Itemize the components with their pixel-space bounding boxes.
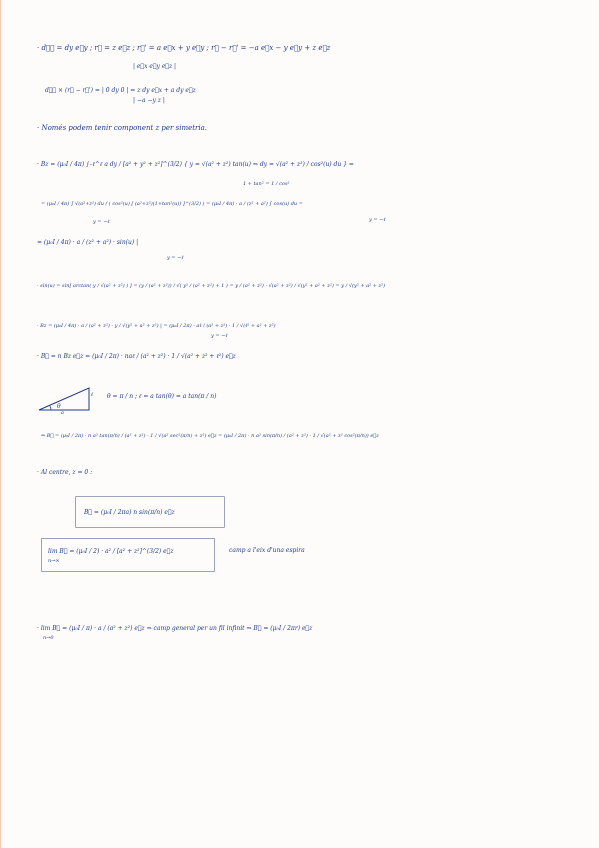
line-at-centre: · Al centre, z = 0 : bbox=[37, 469, 93, 476]
triangle-diagram bbox=[37, 384, 93, 414]
result-box-centre bbox=[75, 496, 225, 528]
result-box-limit-infinity bbox=[41, 538, 215, 572]
result-limit-infinity-formula: lim B⃗ = (μ₀I / 2) · a² / [a² + z²]^(3/2) e⃗z bbox=[48, 548, 174, 555]
limit-lower-3: y = −ℓ bbox=[167, 255, 184, 261]
limit-lower-4: y = −ℓ bbox=[211, 333, 228, 339]
limit-n-zero-label: n→0 bbox=[43, 635, 54, 641]
svg-text:ℓ: ℓ bbox=[91, 392, 93, 398]
line-bz-final: · Bz = (μ₀I / 4π) · a / (a² + z²) · y / √(y² + a² + z²) | = (μ₀I / 2π) · aℓ / (a² + z²) · 1 / √(ℓ² + a² + z²) bbox=[37, 323, 276, 329]
line-cross-matrix-row-3: | −a −y z | bbox=[133, 97, 165, 104]
result-centre-formula: B⃗ = (μ₀I / 2πa) n sin(π/n) e⃗z bbox=[84, 509, 175, 516]
note-axis-of-loop: camp a l'eix d'una espira bbox=[229, 547, 305, 554]
svg-text:a: a bbox=[61, 410, 64, 414]
line-sin-arctan: · sin(u) = sin[ arctan( y / √(a² + z²) ) ] = (y / (a² + z²)) / √( y² / (a² + z²) + 1 ) = y / (a² + z²) · √(a² + z²) / √(y² + a² + z²) = y / √(y² + a² + z²) bbox=[37, 283, 386, 289]
limit-n-infinity-label: n→∞ bbox=[48, 558, 60, 564]
line-limit-zero: · lim B⃗ = (μ₀I / π) · a / (a² + z²) e⃗z ⇒ camp general per un fil infinit ⇒ B⃗ = (μ₀I / 2πr) e⃗z bbox=[37, 625, 313, 632]
line-sin-u-evaluation: = (μ₀I / 4π) · a / (z² + a²) · sin(u) | bbox=[37, 239, 139, 246]
line-substitution-result: = (μ₀I / 4π) ∫ √(a²+z²) du / ( cos²(u) [ (a²+z²)(1+tan²(u)) ]^(3/2) ) = (μ₀I / 4π) · a / (z² + a²) ∫ cos(u) du = bbox=[41, 201, 303, 207]
line-symmetry-note: · Només podem tenir component z per simetria. bbox=[37, 124, 208, 132]
line-cross-product: dℓ⃗ × (r⃗ − r⃗') = | 0 dy 0 | = z dy e⃗x + a dy e⃗z bbox=[45, 87, 196, 94]
limit-lower-1: y = −ℓ bbox=[93, 219, 110, 225]
line-cross-matrix-row-1: | e⃗x e⃗y e⃗z | bbox=[133, 63, 177, 70]
line-dl-and-r-definitions: · dℓ⃗ = dy e⃗y ; r⃗ = z e⃗z ; r⃗' = a e⃗x + y e⃗y ; r⃗ − r⃗' = −a e⃗x − y e⃗y + z e⃗z bbox=[37, 44, 331, 52]
svg-text:θ: θ bbox=[57, 403, 61, 410]
limit-lower-2: y = −ℓ bbox=[369, 217, 386, 223]
line-theta-definition: θ = π / n ; ℓ = a tan(θ) = a tan(π / n) bbox=[107, 393, 217, 400]
line-b-total: · B⃗ = n Bz e⃗z = (μ₀I / 2π) · naℓ / (a² + z²) · 1 / √(a² + z² + ℓ²) e⃗z bbox=[37, 353, 236, 360]
line-b-in-terms-of-n: ⇒ B⃗ = (μ₀I / 2π) · n a² tan(π/n) / (a² + z²) · 1 / √(a² sec²(π/n) + z²) e⃗z = (μ₀I / 2π) · n a² sin(π/n) / (a² + z²) · 1 / √(a² + z² cos²(π/n)) e⃗z bbox=[41, 433, 379, 439]
line-bz-integral: · Bz = (μ₀I / 4π) ∫₋ℓ^ℓ a dy / [a² + y² + z²]^(3/2) { y = √(a² + z²) tan(u) ⇒ dy = √(a² + z²) / cos²(u) du } = bbox=[37, 161, 354, 168]
line-trig-identity: 1 + tan² = 1 / cos² bbox=[243, 181, 290, 187]
